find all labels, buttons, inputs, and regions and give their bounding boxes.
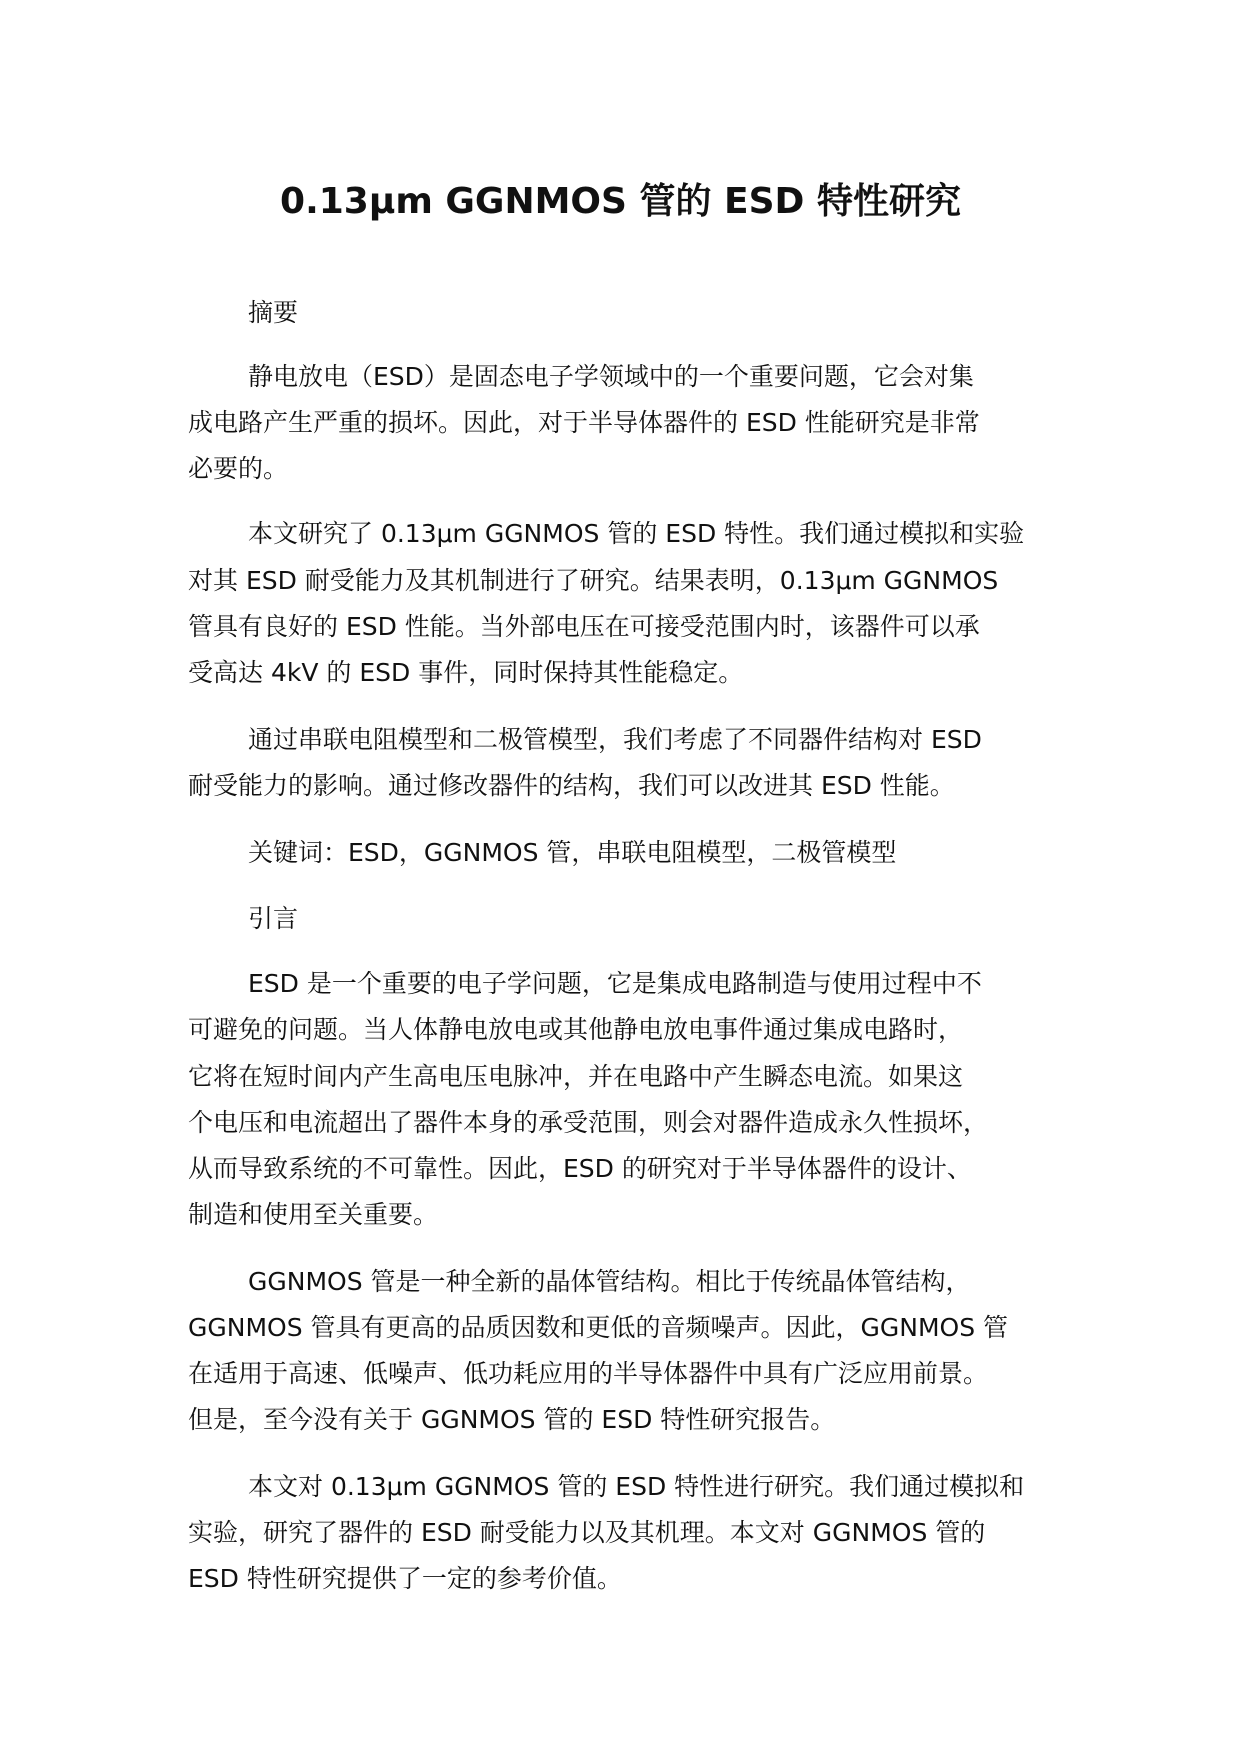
introduction-paragraph-3-line-2: 实验，研究了器件的 ESD 耐受能力以及其机理。本文对 GGNMOS 管的 — [188, 1518, 986, 1547]
introduction-paragraph-1-line-1: ESD 是一个重要的电子学问题，它是集成电路制造与使用过程中不 — [248, 969, 982, 998]
abstract-paragraph-1-line-1: 静电放电（ESD）是固态电子学领域中的一个重要问题，它会对集 — [248, 362, 974, 391]
keywords-line: 关键词：ESD，GGNMOS 管，串联电阻模型，二极管模型 — [248, 838, 897, 867]
introduction-paragraph-2-line-4: 但是，至今没有关于 GGNMOS 管的 ESD 特性研究报告。 — [188, 1405, 836, 1434]
abstract-paragraph-2-line-3: 管具有良好的 ESD 性能。当外部电压在可接受范围内时，该器件可以承 — [188, 612, 980, 641]
introduction-paragraph-2-line-3: 在适用于高速、低噪声、低功耗应用的半导体器件中具有广泛应用前景。 — [188, 1359, 989, 1388]
introduction-paragraph-1-line-4: 个电压和电流超出了器件本身的承受范围，则会对器件造成永久性损坏， — [188, 1108, 989, 1137]
abstract-heading: 摘要 — [248, 298, 299, 327]
introduction-heading: 引言 — [248, 904, 299, 933]
abstract-paragraph-1-line-2: 成电路产生严重的损坏。因此，对于半导体器件的 ESD 性能研究是非常 — [188, 408, 980, 437]
introduction-paragraph-2-line-1: GGNMOS 管是一种全新的晶体管结构。相比于传统晶体管结构， — [248, 1267, 971, 1296]
abstract-paragraph-3-line-1: 通过串联电阻模型和二极管模型，我们考虑了不同器件结构对 ESD — [248, 725, 982, 754]
introduction-paragraph-1-line-2: 可避免的问题。当人体静电放电或其他静电放电事件通过集成电路时， — [188, 1015, 964, 1044]
introduction-paragraph-1-line-5: 从而导致系统的不可靠性。因此，ESD 的研究对于半导体器件的设计、 — [188, 1154, 972, 1183]
document-title: 0.13μm GGNMOS 管的 ESD 特性研究 — [280, 181, 961, 222]
abstract-paragraph-3-line-2: 耐受能力的影响。通过修改器件的结构，我们可以改进其 ESD 性能。 — [188, 771, 955, 800]
introduction-paragraph-1-line-6: 制造和使用至关重要。 — [188, 1200, 439, 1229]
abstract-paragraph-2-line-4: 受高达 4kV 的 ESD 事件，同时保持其性能稳定。 — [188, 658, 744, 687]
introduction-paragraph-3-line-3: ESD 特性研究提供了一定的参考价值。 — [188, 1564, 622, 1593]
introduction-paragraph-3-line-1: 本文对 0.13μm GGNMOS 管的 ESD 特性进行研究。我们通过模拟和 — [248, 1472, 1025, 1501]
abstract-paragraph-2-line-2: 对其 ESD 耐受能力及其机制进行了研究。结果表明，0.13μm GGNMOS — [188, 566, 999, 595]
introduction-paragraph-2-line-2: GGNMOS 管具有更高的品质因数和更低的音频噪声。因此，GGNMOS 管 — [188, 1313, 1009, 1342]
abstract-paragraph-1-line-3: 必要的。 — [188, 454, 289, 483]
abstract-paragraph-2-line-1: 本文研究了 0.13μm GGNMOS 管的 ESD 特性。我们通过模拟和实验 — [248, 519, 1025, 548]
introduction-paragraph-1-line-3: 它将在短时间内产生高电压电脉冲，并在电路中产生瞬态电流。如果这 — [188, 1062, 964, 1091]
